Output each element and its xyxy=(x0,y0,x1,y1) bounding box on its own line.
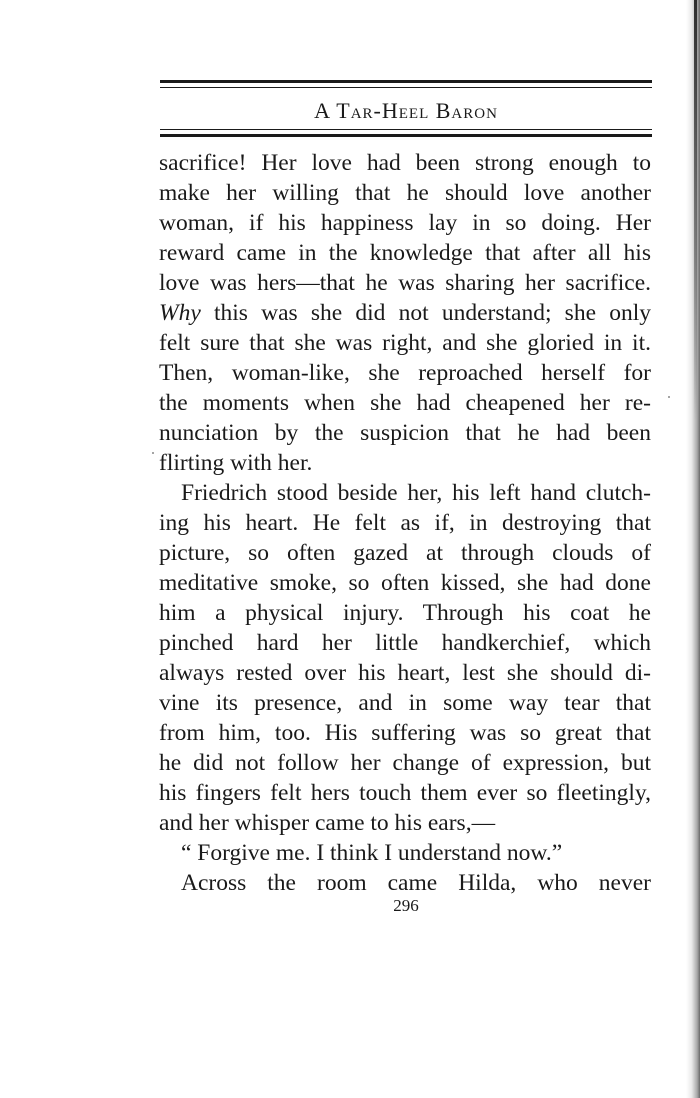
line-text: from him, too. His suffering was so great that xyxy=(159,720,651,746)
line-text: reward came in the knowledge that after all his xyxy=(159,240,651,266)
text-line xyxy=(159,568,651,598)
header-rule-bottom-thick xyxy=(160,134,652,137)
running-head-tar-heel: Tar-Heel xyxy=(336,98,430,123)
scan-speck xyxy=(668,396,670,398)
header-rule-top-thin xyxy=(160,87,652,88)
text-line xyxy=(159,208,651,238)
text-line xyxy=(159,298,651,328)
text-line xyxy=(159,838,651,868)
line-text: ing his heart. He felt as if, in destroying that xyxy=(159,510,651,536)
text-line xyxy=(159,538,651,568)
body-text xyxy=(159,148,651,898)
running-head xyxy=(160,97,652,125)
running-head-baron: Baron xyxy=(435,98,498,123)
line-text: make her willing that he should love another xyxy=(159,180,651,206)
text-line xyxy=(159,628,651,658)
line-text: flirting with her. xyxy=(159,450,313,476)
text-line xyxy=(159,868,651,898)
line-text: “ Forgive me. I think I understand now.” xyxy=(181,840,563,866)
line-text: nunciation by the suspicion that he had been xyxy=(159,420,651,446)
text-line xyxy=(159,478,651,508)
text-line xyxy=(159,778,651,808)
line-text: picture, so often gazed at through clouds of xyxy=(159,540,651,566)
line-text: Across the room came Hilda, who never xyxy=(181,870,651,896)
scan-speck xyxy=(152,452,154,454)
line-text: felt sure that she was right, and she gloried in it. xyxy=(159,330,651,356)
running-head-a: A xyxy=(314,98,337,123)
text-line xyxy=(159,508,651,538)
line-text: Then, woman-like, she reproached herself for xyxy=(159,360,651,386)
italic-word: Why xyxy=(159,300,201,326)
line-text: meditative smoke, so often kissed, she had done xyxy=(159,570,651,596)
text-line xyxy=(159,388,651,418)
text-line xyxy=(159,178,651,208)
line-text: vine its presence, and in some way tear that xyxy=(159,690,651,716)
text-line xyxy=(159,418,651,448)
line-text: woman, if his happiness lay in so doing. Her xyxy=(159,210,651,236)
text-line xyxy=(159,238,651,268)
line-text: love was hers—that he was sharing her sacrifice. xyxy=(159,270,651,296)
text-line xyxy=(159,148,651,178)
line-text: pinched hard her little handkerchief, which xyxy=(159,630,651,656)
line-text: the moments when she had cheapened her re- xyxy=(159,390,651,416)
text-line xyxy=(159,598,651,628)
text-line xyxy=(159,748,651,778)
text-line xyxy=(159,718,651,748)
page-number: 296 xyxy=(393,896,419,915)
line-text: and her whisper came to his ears,— xyxy=(159,810,496,836)
header-rule-top-thick xyxy=(160,80,652,83)
line-text: sacrifice! Her love had been strong enough to xyxy=(159,150,651,176)
text-line xyxy=(159,448,651,478)
line-text: he did not follow her change of expression, but xyxy=(159,750,651,776)
page-edge-line xyxy=(694,0,697,420)
line-text: him a physical injury. Through his coat he xyxy=(159,600,651,626)
header-rule-bottom-thin xyxy=(160,129,652,130)
line-text: Friedrich stood beside her, his left hand clutch- xyxy=(181,480,651,506)
line-text: his fingers felt hers touch them ever so fleetingly, xyxy=(159,780,651,806)
text-line xyxy=(159,328,651,358)
line-text: always rested over his heart, lest she should di- xyxy=(159,660,651,686)
text-line xyxy=(159,808,651,838)
text-line xyxy=(159,688,651,718)
text-line xyxy=(159,358,651,388)
page-edge-shadow xyxy=(686,0,700,1098)
text-line xyxy=(159,658,651,688)
text-line xyxy=(159,268,651,298)
line-text: this was she did not understand; she only xyxy=(200,300,651,326)
